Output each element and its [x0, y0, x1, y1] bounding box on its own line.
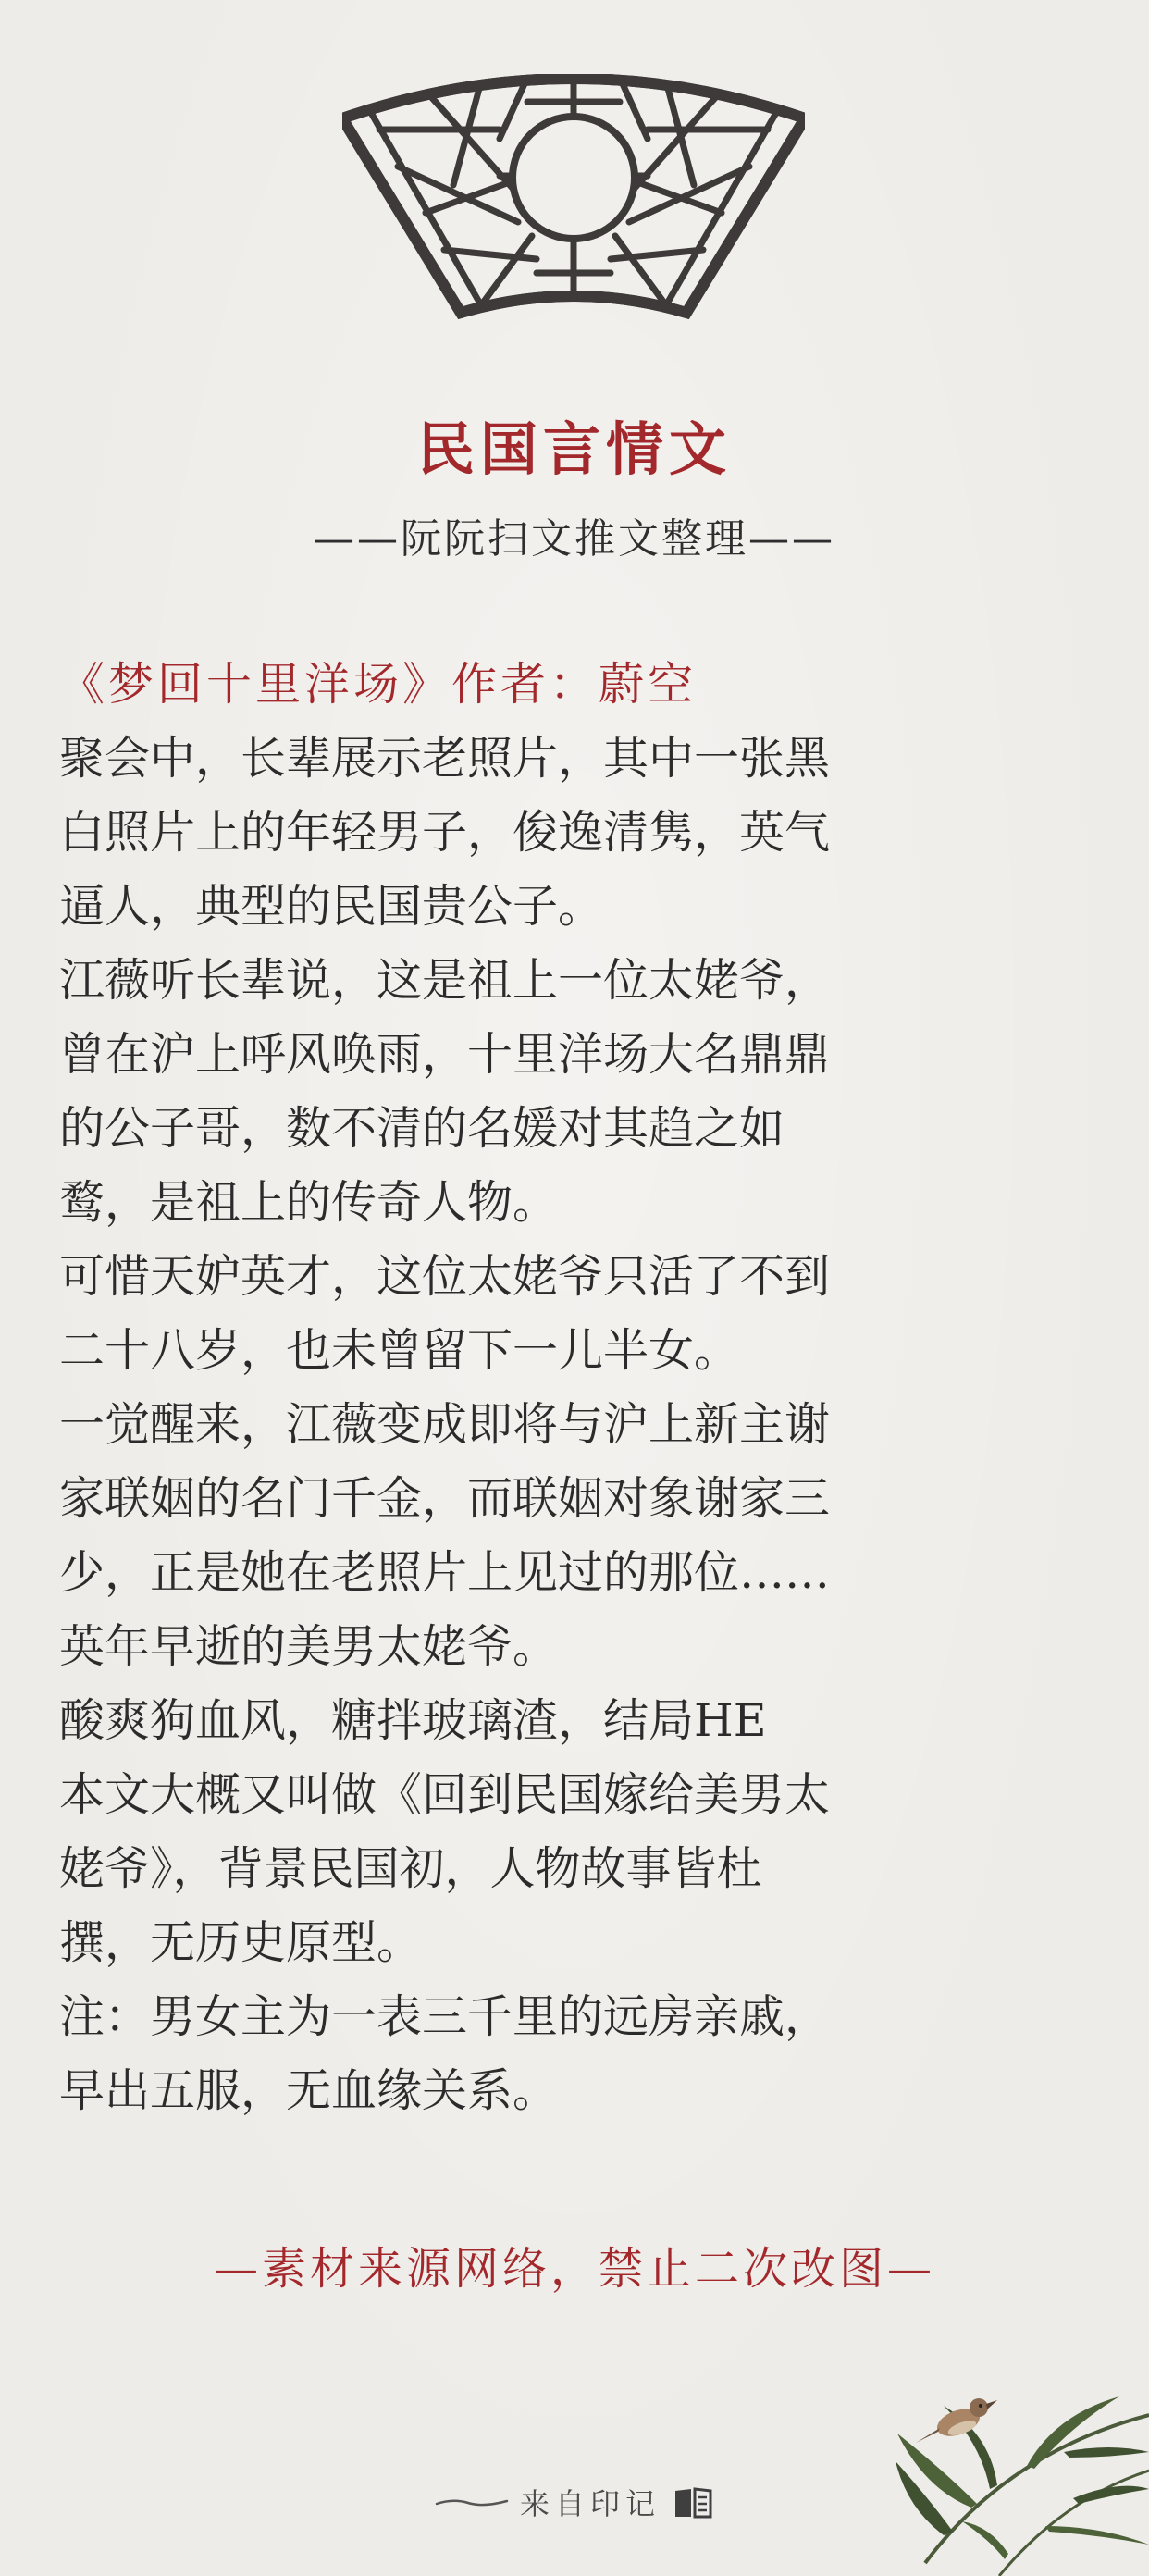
page-title: 民国言情文: [416, 415, 732, 483]
body-line: 酸爽狗血风，糖拌玻璃渣，结局HE: [59, 1694, 767, 1747]
body-line: 的公子哥，数不清的名媛对其趋之如: [59, 1102, 785, 1155]
watermark-text: 来自印记: [519, 2486, 661, 2521]
bird-icon: [916, 2398, 997, 2443]
body-line: 少，正是她在老照片上见过的那位……: [59, 1546, 831, 1599]
brush-stroke-icon: [435, 2493, 509, 2511]
body-line: 撰，无历史原型。: [59, 1916, 423, 1969]
body-line: 江薇听长辈说，这是祖上一位太姥爷，: [59, 954, 831, 1007]
body-line: 逼人，典型的民国贵公子。: [59, 880, 604, 933]
page-subtitle: ——阮阮扫文推文整理——: [314, 515, 835, 563]
body-line: 白照片上的年轻男子，俊逸清隽，英气: [59, 806, 831, 859]
body-line: 英年早逝的美男太姥爷。: [59, 1620, 559, 1673]
body-line: 家联姻的名门千金，而联姻对象谢家三: [59, 1472, 831, 1525]
source-notice: —素材来源网络，禁止二次改图—: [213, 2243, 935, 2295]
body-line: 注：男女主为一表三千里的远房亲戚，: [59, 1990, 831, 2043]
fan-lattice-icon: [342, 74, 805, 324]
body-line: 曾在沪上呼风唤雨，十里洋场大名鼎鼎: [59, 1028, 831, 1081]
body-line: 聚会中，长辈展示老照片，其中一张黑: [59, 732, 831, 785]
body-line: 一觉醒来，江薇变成即将与沪上新主谢: [59, 1398, 831, 1451]
body-line: 早出五服，无血缘关系。: [59, 2064, 559, 2117]
book-icon: [672, 2483, 714, 2520]
body-line: 姥爷》，背景民国初，人物故事皆杜: [59, 1842, 762, 1895]
book-title-author: 《梦回十里洋场》作者：蔚空: [59, 658, 698, 711]
book-intro: [59, 648, 1095, 2128]
body-line: 鹜，是祖上的传奇人物。: [59, 1176, 559, 1229]
body-line: 二十八岁，也未曾留下一儿半女。: [59, 1324, 740, 1377]
body-line: 可惜天妒英才，这位太姥爷只活了不到: [59, 1250, 831, 1303]
bamboo-bird-icon: [888, 2313, 1149, 2576]
body-line: 本文大概又叫做《回到民国嫁给美男太: [59, 1768, 831, 1821]
